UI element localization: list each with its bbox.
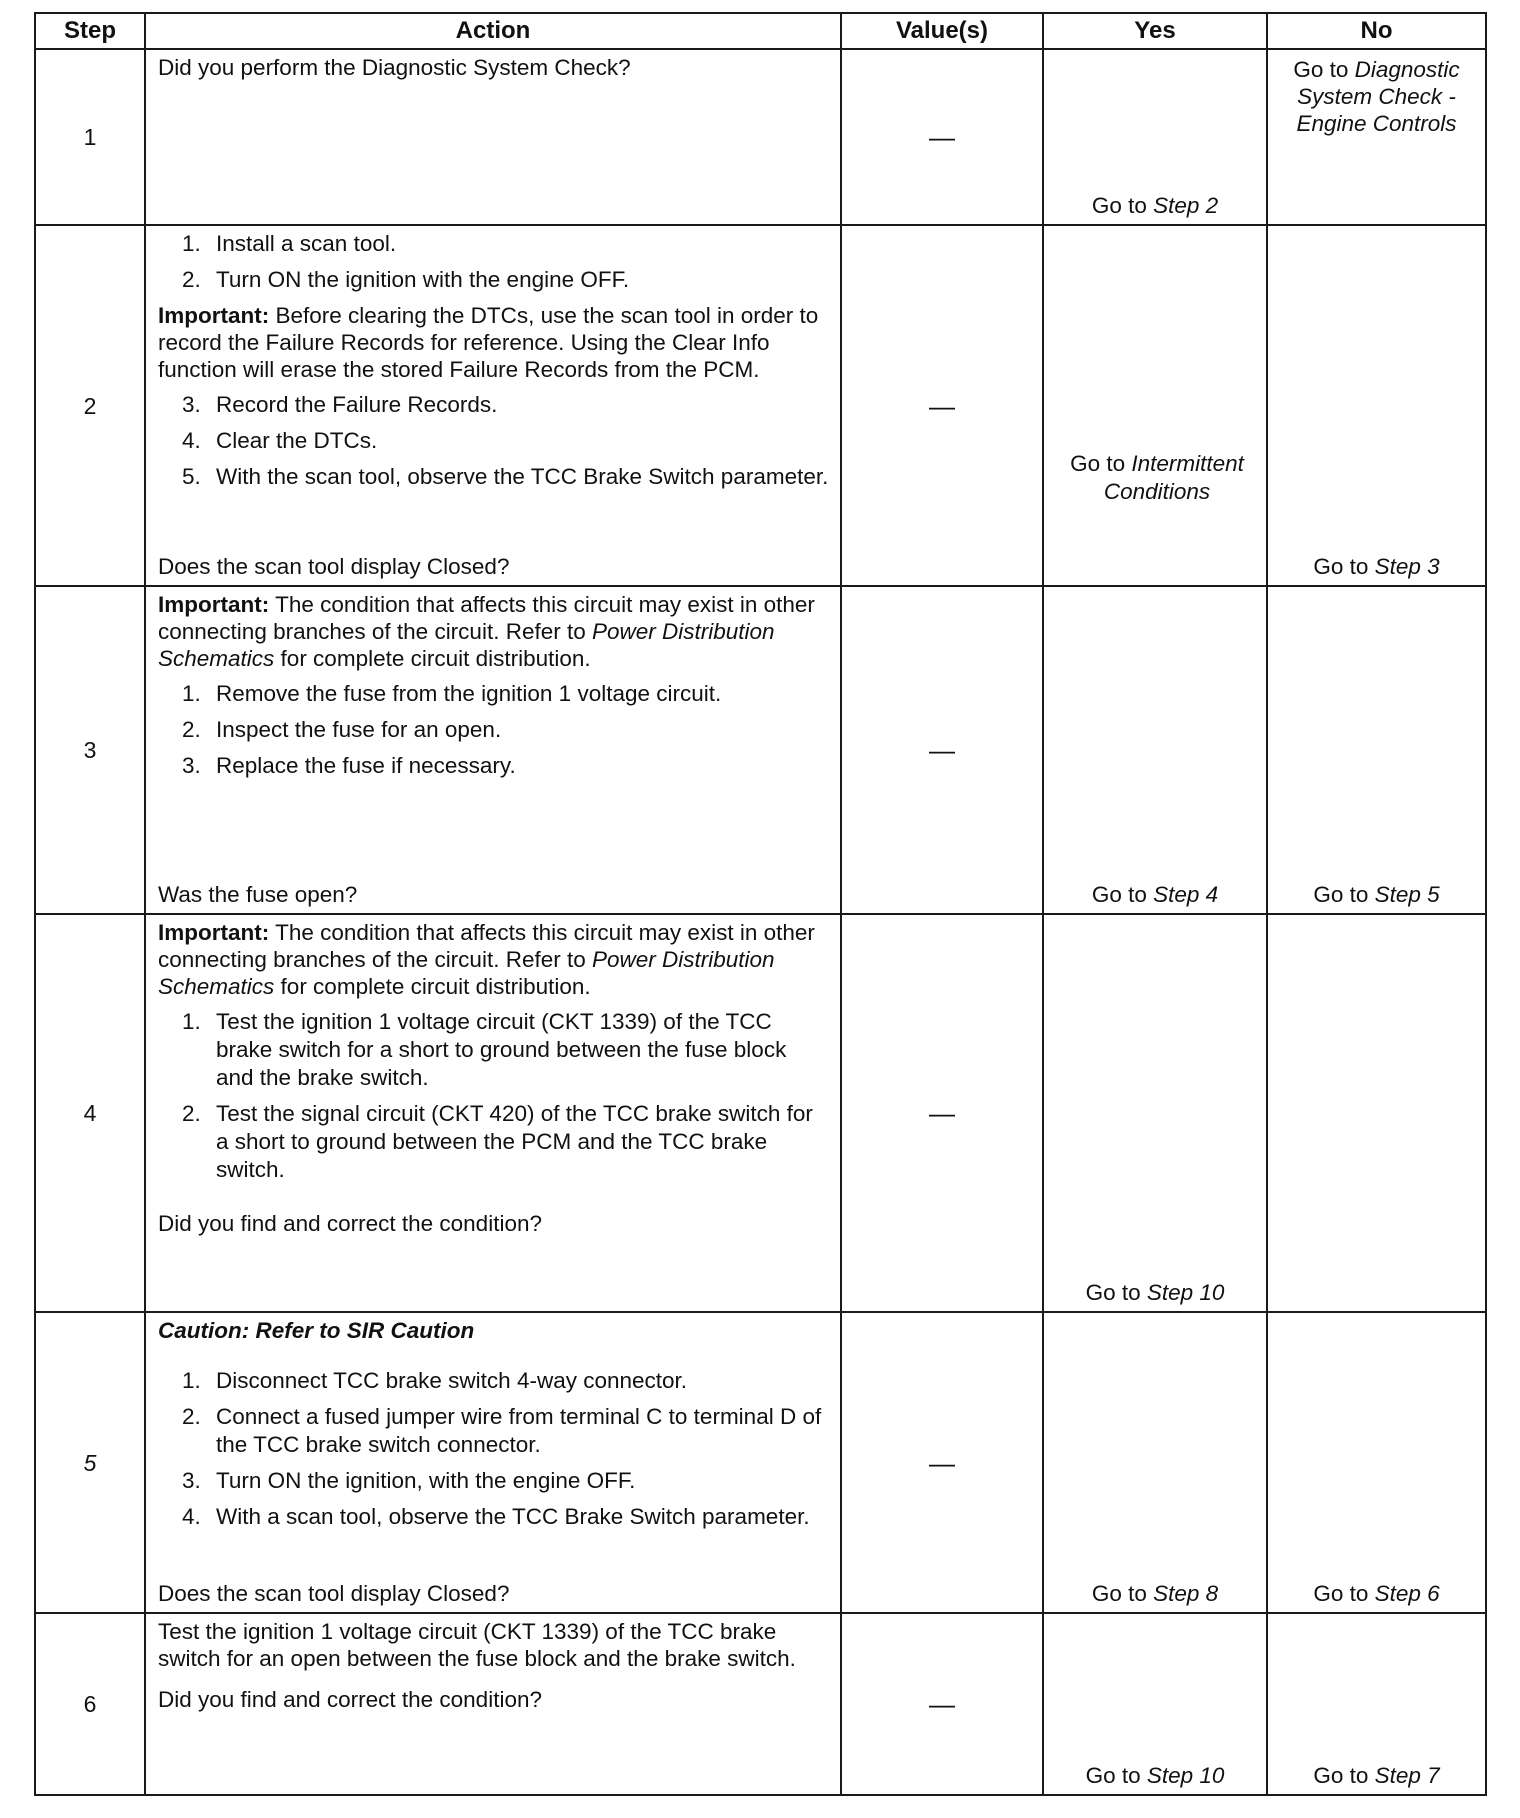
- no-cell: [1267, 49, 1486, 225]
- no-link[interactable]: Go to Step 5: [1313, 882, 1440, 907]
- list-item: 2. Test the signal circuit (CKT 420) of the TCC brake switch for a short to ground between the PCM and the TCC brake switch.: [182, 1101, 813, 1182]
- question-text: Does the scan tool display Closed?: [158, 1581, 510, 1606]
- no-cell: [1267, 1613, 1486, 1795]
- yes-link[interactable]: Go to Step 4: [1091, 882, 1219, 907]
- no-cell: [1267, 1312, 1486, 1613]
- action-list: [158, 1367, 830, 1531]
- list-item: 2. Connect a fused jumper wire from terminal C to terminal D of the TCC brake switch connector.: [182, 1404, 822, 1457]
- action-list: [158, 230, 830, 294]
- no-cell: [1267, 225, 1486, 586]
- action-cell: [145, 914, 841, 1312]
- diagnostic-table-page: [34, 12, 1485, 1796]
- action-list: [158, 391, 830, 491]
- action-cell: [145, 225, 841, 586]
- list-item: 2. Turn ON the ignition with the engine OFF.: [182, 267, 630, 292]
- step-number: 2: [35, 225, 145, 586]
- no-link[interactable]: Go to Step 7: [1313, 1763, 1440, 1788]
- yes-link[interactable]: Go to Step 10: [1085, 1763, 1225, 1788]
- header-yes: Yes: [1043, 13, 1267, 49]
- table-row: [35, 914, 1486, 1312]
- yes-link[interactable]: Go to Intermittent Conditions: [1070, 451, 1244, 504]
- list-item: 3. Turn ON the ignition, with the engine OFF.: [182, 1468, 636, 1493]
- yes-cell: [1043, 1613, 1267, 1795]
- question-text: Did you find and correct the condition?: [158, 1211, 542, 1236]
- list-item: 4. Clear the DTCs.: [182, 428, 378, 453]
- header-action: Action: [145, 13, 841, 49]
- step-number: 3: [35, 586, 145, 914]
- header-values: Value(s): [841, 13, 1043, 49]
- value-cell: —: [841, 1613, 1043, 1795]
- yes-cell: [1043, 1312, 1267, 1613]
- value-cell: —: [841, 225, 1043, 586]
- diagnostic-table: [34, 12, 1487, 1796]
- action-list: [158, 680, 830, 780]
- table-row: [35, 1312, 1486, 1613]
- question-text: Did you perform the Diagnostic System Check?: [158, 55, 631, 80]
- list-item: 2. Inspect the fuse for an open.: [182, 717, 502, 742]
- list-item: 3. Replace the fuse if necessary.: [182, 753, 516, 778]
- list-item: 3. Record the Failure Records.: [182, 392, 498, 417]
- step-number: 1: [35, 49, 145, 225]
- list-item: 4. With a scan tool, observe the TCC Brake Switch parameter.: [182, 1504, 810, 1529]
- no-link[interactable]: Go to Step 3: [1313, 554, 1440, 579]
- yes-cell: [1043, 49, 1267, 225]
- action-text: Test the ignition 1 voltage circuit (CKT 1339) of the TCC brake switch for an open between the fuse block and the brake switch.: [158, 1619, 796, 1671]
- no-link[interactable]: Go to Step 6: [1313, 1581, 1440, 1606]
- important-note: Important: Before clearing the DTCs, use the scan tool in order to record the Failure Records for reference. Using the Clear Info function will erase the stored Failure Records from the PCM.: [158, 303, 819, 382]
- value-cell: —: [841, 49, 1043, 225]
- value-cell: —: [841, 1312, 1043, 1613]
- no-cell: [1267, 914, 1486, 1312]
- question-text: Does the scan tool display Closed?: [158, 554, 510, 579]
- no-cell: [1267, 586, 1486, 914]
- action-list: [158, 1008, 830, 1184]
- step-number: 6: [35, 1613, 145, 1795]
- important-note: Important: The condition that affects this circuit may exist in other connecting branches of the circuit. Refer to Power Distribution Schematics for complete circuit distribution.: [158, 920, 815, 999]
- action-cell: [145, 49, 841, 225]
- table-row: [35, 586, 1486, 914]
- step-number: 4: [35, 914, 145, 1312]
- yes-cell: [1043, 225, 1267, 586]
- table-row: [35, 225, 1486, 586]
- list-item: 1. Install a scan tool.: [182, 231, 397, 256]
- yes-link[interactable]: Go to Step 10: [1085, 1280, 1225, 1305]
- step-number: 5: [35, 1312, 145, 1613]
- value-cell: —: [841, 914, 1043, 1312]
- caution-note: Caution: Refer to SIR Caution: [158, 1318, 475, 1343]
- list-item: 1. Test the ignition 1 voltage circuit (CKT 1339) of the TCC brake switch for a short to ground between the fuse block and the brake switch.: [182, 1009, 787, 1090]
- yes-link[interactable]: Go to Step 8: [1091, 1581, 1219, 1606]
- action-cell: [145, 1312, 841, 1613]
- list-item: 5. With the scan tool, observe the TCC Brake Switch parameter.: [182, 464, 829, 489]
- yes-link[interactable]: Go to Step 2: [1091, 193, 1219, 218]
- table-row: [35, 1613, 1486, 1795]
- header-no: No: [1267, 13, 1486, 49]
- header-row: [35, 13, 1486, 49]
- no-link[interactable]: Go to Diagnostic System Check - Engine Controls: [1293, 57, 1460, 136]
- question-text: Did you find and correct the condition?: [158, 1687, 542, 1712]
- question-text: Was the fuse open?: [158, 882, 358, 907]
- important-note: Important: The condition that affects this circuit may exist in other connecting branches of the circuit. Refer to Power Distribution Schematics for complete circuit distribution.: [158, 592, 815, 671]
- list-item: 1. Disconnect TCC brake switch 4-way connector.: [182, 1368, 688, 1393]
- yes-cell: [1043, 586, 1267, 914]
- yes-cell: [1043, 914, 1267, 1312]
- header-step: Step: [35, 13, 145, 49]
- table-row: [35, 49, 1486, 225]
- action-cell: [145, 586, 841, 914]
- value-cell: —: [841, 586, 1043, 914]
- list-item: 1. Remove the fuse from the ignition 1 voltage circuit.: [182, 681, 722, 706]
- action-cell: [145, 1613, 841, 1795]
